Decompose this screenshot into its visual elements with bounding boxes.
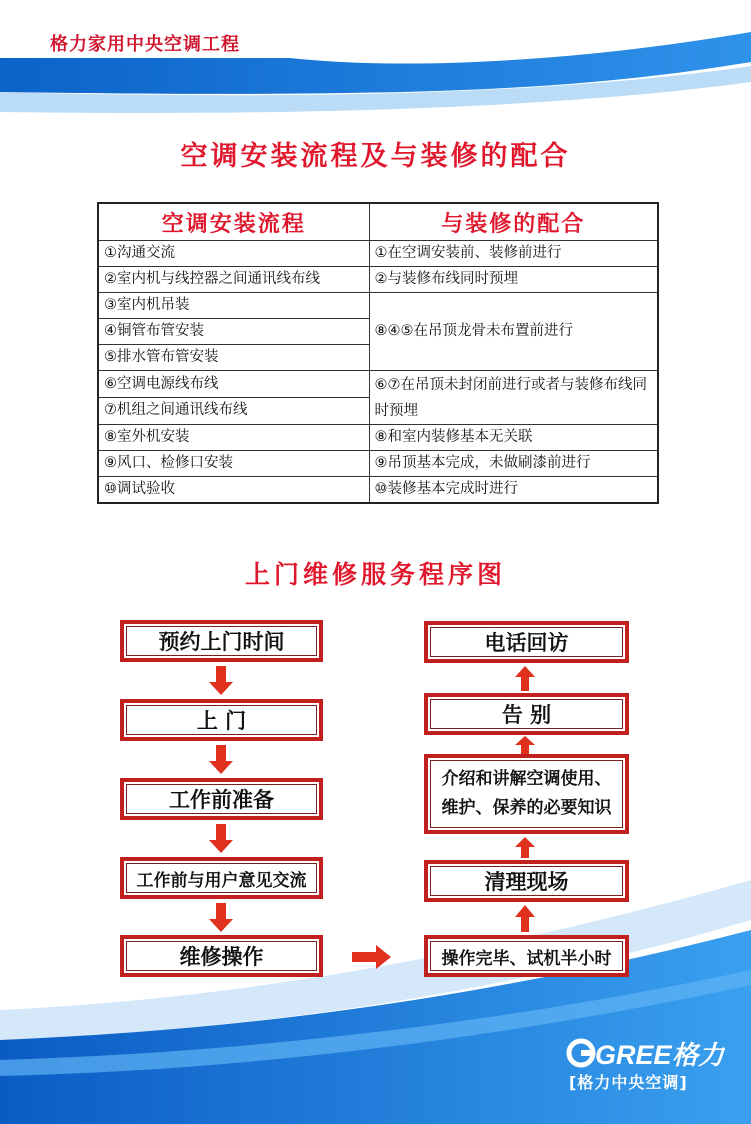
decoration-note: ⑩装修基本完成时进行	[369, 476, 658, 503]
service-step-box	[424, 860, 629, 902]
decoration-note: ②与装修布线同时预埋	[369, 267, 658, 293]
service-step-label: 工作前与用户意见交流	[136, 870, 307, 891]
arrow-up-icon	[514, 736, 536, 754]
service-section-title: 上门维修服务程序图	[244, 560, 506, 589]
install-step: ①沟通交流	[98, 241, 369, 267]
service-step-box	[120, 620, 323, 662]
svg-text:[格力中央空调]: [格力中央空调]	[569, 1073, 688, 1092]
service-step-box	[120, 935, 323, 977]
install-step: ⑥空调电源线布线	[98, 371, 369, 398]
install-step: ⑩调试验收	[98, 476, 369, 503]
service-step-label: 告 别	[501, 703, 552, 727]
svg-text:GREE: GREE	[595, 1040, 672, 1070]
table-row	[98, 371, 658, 398]
arrow-right-icon	[352, 944, 392, 970]
service-step-box	[424, 621, 629, 663]
table-header-row	[98, 203, 658, 241]
arrow-up-icon	[514, 665, 536, 691]
decoration-note: ⑨吊顶基本完成，未做刷漆前进行	[369, 450, 658, 476]
install-step: ⑤排水管布管安装	[98, 345, 369, 371]
service-step-box	[424, 754, 629, 834]
service-step-label: 上 门	[196, 709, 247, 733]
service-step-label: 电话回访	[484, 631, 569, 655]
service-step-label: 预约上门时间	[158, 630, 285, 654]
service-step-box	[120, 778, 323, 820]
service-step-box	[120, 857, 323, 899]
gree-logo	[565, 1036, 725, 1094]
service-step-label: 操作完毕、试机半小时	[441, 948, 612, 969]
arrow-down-icon	[208, 903, 234, 933]
arrow-down-icon	[208, 666, 234, 696]
service-step-label: 介绍和讲解空调使用、维护、保养的必要知识	[441, 769, 612, 818]
install-section-title: 空调安装流程及与装修的配合	[180, 141, 571, 172]
decoration-note: ⑧和室内装修基本无关联	[369, 424, 658, 450]
install-process-table	[97, 202, 659, 504]
decoration-note: ①在空调安装前、装修前进行	[369, 241, 658, 267]
table-row	[98, 267, 658, 293]
service-step-label: 清理现场	[484, 870, 569, 894]
svg-text:格力: 格力	[672, 1041, 725, 1071]
service-step-label: 工作前准备	[169, 788, 274, 812]
arrow-up-icon	[514, 836, 536, 858]
brand-header: 格力家用中央空调工程	[50, 34, 240, 55]
install-step: ②室内机与线控器之间通讯线布线	[98, 267, 369, 293]
install-step: ③室内机吊装	[98, 293, 369, 319]
install-step: ⑦机组之间通讯线布线	[98, 398, 369, 425]
decoration-note: ⑥⑦在吊顶未封闭前进行或者与装修布线同时预埋	[369, 371, 658, 424]
install-step: ⑨风口、检修口安装	[98, 450, 369, 476]
arrow-up-icon	[514, 904, 536, 932]
table-row	[98, 424, 658, 450]
arrow-down-icon	[208, 745, 234, 775]
service-step-box	[424, 935, 629, 977]
install-step: ⑧室外机安装	[98, 424, 369, 450]
table-row	[98, 293, 658, 319]
service-step-label: 维修操作	[179, 945, 264, 969]
column-header-install: 空调安装流程	[98, 203, 369, 241]
arrow-down-icon	[208, 824, 234, 854]
install-step: ④铜管布管安装	[98, 319, 369, 345]
table-row	[98, 476, 658, 503]
service-step-box	[424, 693, 629, 735]
column-header-decoration: 与装修的配合	[369, 203, 658, 241]
table-row	[98, 450, 658, 476]
service-step-box	[120, 699, 323, 741]
table-row	[98, 241, 658, 267]
decoration-note: ⑧④⑤在吊顶龙骨未布置前进行	[369, 293, 658, 371]
